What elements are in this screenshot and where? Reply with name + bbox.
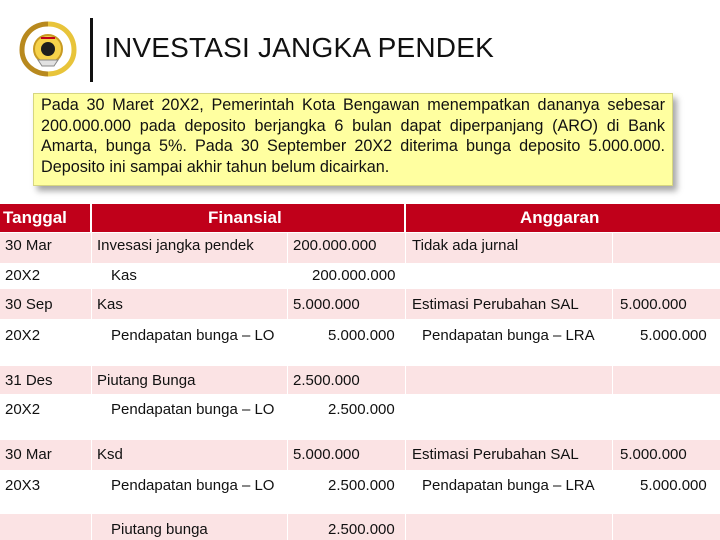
table-cell-fin-account: Kas	[97, 296, 123, 313]
table-cell-fin-credit: 2.500.000	[328, 477, 395, 494]
table-cell-bud-account: Pendapatan bunga – LRA	[422, 477, 595, 494]
case-description-box	[33, 93, 673, 186]
header-date	[0, 204, 90, 232]
header-financial	[92, 204, 404, 232]
table-cell-date: 20X2	[5, 401, 41, 418]
table-cell-fin-account: Piutang Bunga	[97, 372, 196, 389]
table-cell-fin-credit: 5.000.000	[328, 327, 395, 344]
table-cell-fin-credit: 2.500.000	[328, 401, 395, 418]
table-cell-fin-debit: 200.000.000	[293, 237, 377, 254]
table-cell-fin-debit: 5.000.000	[293, 446, 360, 463]
table-cell-fin-account: Piutang bunga	[111, 521, 208, 538]
column-divider	[287, 233, 288, 540]
header-date-label: Tanggal	[3, 208, 67, 227]
table-cell-date: 31 Des	[5, 372, 53, 389]
table-cell-bud-account: Pendapatan bunga – LRA	[422, 327, 595, 344]
table-cell-fin-account: Kas	[111, 267, 137, 284]
table-cell-date: 30 Sep	[5, 296, 53, 313]
column-divider	[612, 233, 613, 540]
table-cell-bud-amount: 5.000.000	[640, 327, 707, 344]
case-description-text: Pada 30 Maret 20X2, Pemerintah Kota Bengawan menempatkan dananya sebesar 200.000.000 pada deposito berjangka 6 bulan dapat diperpanjang (ARO) di Bank Amarta, bunga 5%. Pada 30 September 20X2 diterima bunga deposito 5.000.000. Deposito ini sampai akhir tahun belum dicairkan.	[41, 96, 665, 176]
table-cell-date: 20X3	[5, 477, 41, 494]
table-cell-fin-debit: 5.000.000	[293, 296, 360, 313]
table-cell-date: 30 Mar	[5, 237, 52, 254]
table-cell-fin-account: Invesasi jangka pendek	[97, 237, 254, 254]
table-cell-bud-amount: 5.000.000	[640, 477, 707, 494]
column-divider	[91, 233, 92, 540]
table-cell-fin-account: Pendapatan bunga – LO	[111, 327, 275, 344]
table-cell-fin-credit: 200.000.000	[312, 267, 396, 284]
table-cell-date: 20X2	[5, 267, 41, 284]
table-cell-fin-debit: 2.500.000	[293, 372, 360, 389]
header-budget	[406, 204, 720, 232]
table-cell-date: 20X2	[5, 327, 41, 344]
table-cell-bud-amount: 5.000.000	[620, 296, 687, 313]
header-financial-label: Finansial	[208, 208, 282, 227]
table-cell-bud-account: Tidak ada jurnal	[412, 237, 519, 254]
table-cell-fin-account: Pendapatan bunga – LO	[111, 477, 275, 494]
table-cell-bud-account: Estimasi Perubahan SAL	[412, 446, 579, 463]
header-budget-label: Anggaran	[520, 208, 600, 227]
page-title: INVESTASI JANGKA PENDEK	[104, 32, 494, 63]
table-cell-bud-amount: 5.000.000	[620, 446, 687, 463]
title-divider	[90, 18, 93, 82]
table-cell-fin-account: Ksd	[97, 446, 123, 463]
table-cell-fin-credit: 2.500.000	[328, 521, 395, 538]
university-seal-icon	[18, 20, 78, 78]
table-cell-bud-account: Estimasi Perubahan SAL	[412, 296, 579, 313]
table-cell-fin-account: Pendapatan bunga – LO	[111, 401, 275, 418]
column-divider	[405, 233, 406, 540]
table-cell-date: 30 Mar	[5, 446, 52, 463]
